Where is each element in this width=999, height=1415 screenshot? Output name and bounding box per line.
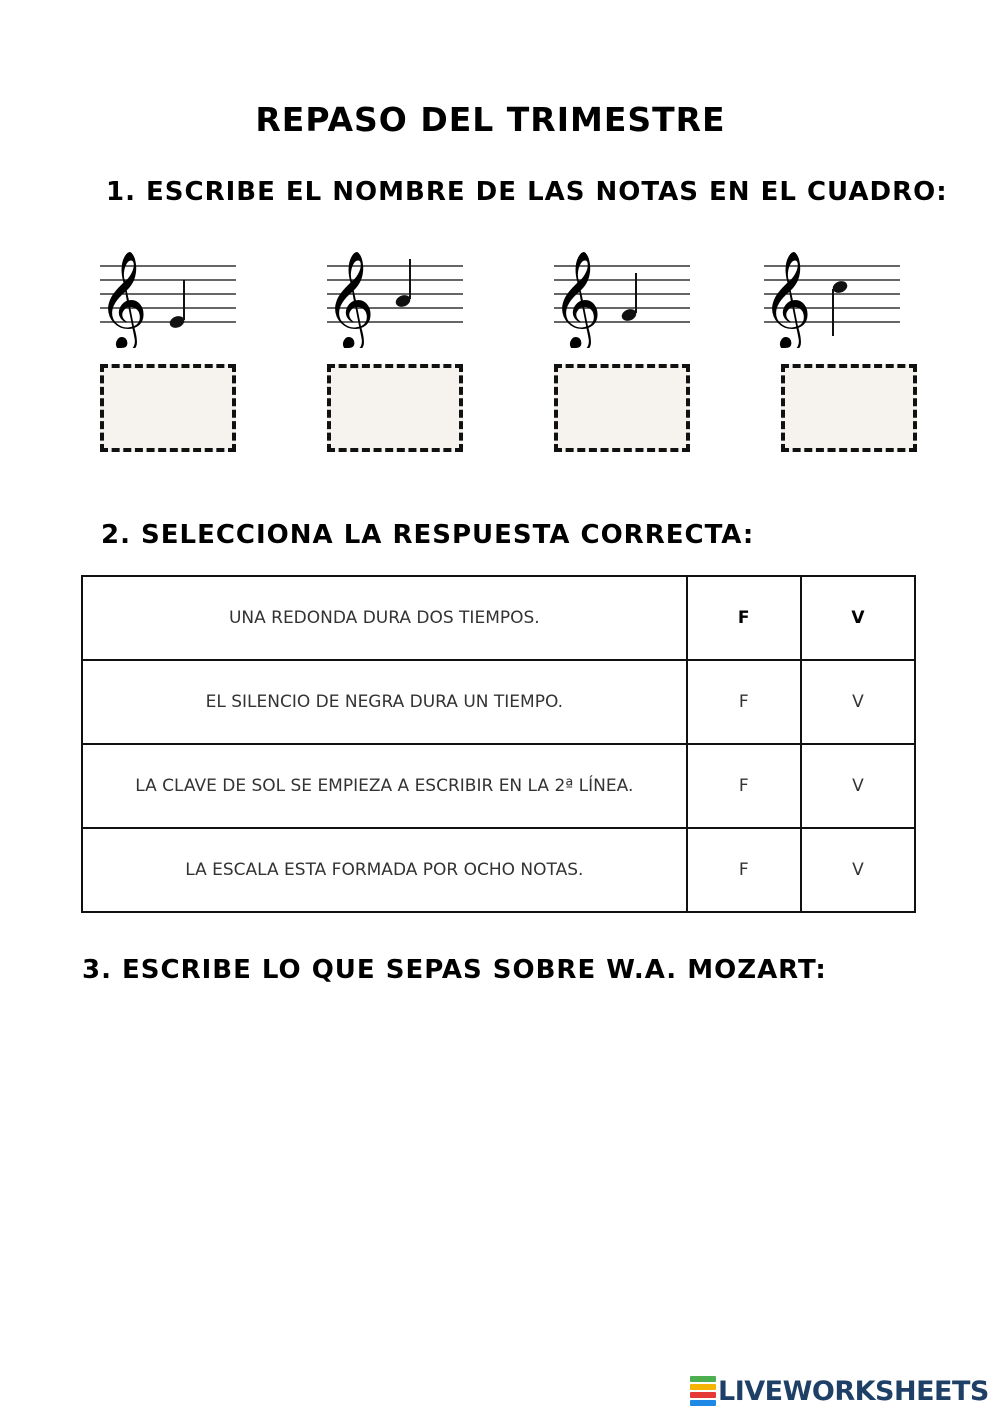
table-row bbox=[82, 576, 915, 660]
statement-cell: UNA REDONDA DURA DOS TIEMPOS. bbox=[82, 576, 687, 660]
logo-bar bbox=[690, 1392, 716, 1398]
liveworksheets-brand bbox=[690, 1374, 990, 1408]
false-option[interactable]: F bbox=[687, 828, 801, 912]
note-answer-box-3[interactable] bbox=[554, 364, 690, 452]
true-option[interactable]: V bbox=[801, 660, 915, 744]
false-option[interactable]: F bbox=[687, 576, 801, 660]
table-row bbox=[82, 660, 915, 744]
statement-cell: LA ESCALA ESTA FORMADA POR OCHO NOTAS. bbox=[82, 828, 687, 912]
brand-name: LIVEWORKSHEETS bbox=[718, 1375, 989, 1407]
statement-cell: EL SILENCIO DE NEGRA DURA UN TIEMPO. bbox=[82, 660, 687, 744]
treble-clef-icon: 𝄞 bbox=[98, 250, 148, 348]
treble-clef-icon: 𝄞 bbox=[762, 250, 812, 348]
section-1-heading: 1. ESCRIBE EL NOMBRE DE LAS NOTAS EN EL CUADRO: bbox=[106, 177, 948, 207]
true-false-table bbox=[81, 575, 916, 913]
statement-cell: LA CLAVE DE SOL SE EMPIEZA A ESCRIBIR EN LA 2ª LÍNEA. bbox=[82, 744, 687, 828]
true-option[interactable]: V bbox=[801, 828, 915, 912]
logo-bar bbox=[690, 1384, 716, 1390]
false-option[interactable]: F bbox=[687, 744, 801, 828]
staff-1 bbox=[96, 240, 241, 348]
liveworksheets-logo-icon bbox=[690, 1376, 716, 1406]
page-title: REPASO DEL TRIMESTRE bbox=[255, 100, 726, 139]
treble-clef-icon: 𝄞 bbox=[325, 250, 375, 348]
staff-2 bbox=[323, 240, 468, 348]
staff-3 bbox=[550, 240, 695, 348]
staff-4 bbox=[760, 240, 905, 348]
note-answer-box-4[interactable] bbox=[781, 364, 917, 452]
true-option[interactable]: V bbox=[801, 576, 915, 660]
note-answer-box-2[interactable] bbox=[327, 364, 463, 452]
logo-bar bbox=[690, 1400, 716, 1406]
section-3-heading: 3. ESCRIBE LO QUE SEPAS SOBRE W.A. MOZART: bbox=[82, 955, 827, 985]
mozart-answer-area[interactable] bbox=[82, 1010, 916, 1340]
table-row bbox=[82, 828, 915, 912]
note-answer-box-1[interactable] bbox=[100, 364, 236, 452]
logo-bar bbox=[690, 1376, 716, 1382]
section-2-heading: 2. SELECCIONA LA RESPUESTA CORRECTA: bbox=[101, 520, 755, 550]
false-option[interactable]: F bbox=[687, 660, 801, 744]
true-option[interactable]: V bbox=[801, 744, 915, 828]
treble-clef-icon: 𝄞 bbox=[552, 250, 602, 348]
table-row bbox=[82, 744, 915, 828]
